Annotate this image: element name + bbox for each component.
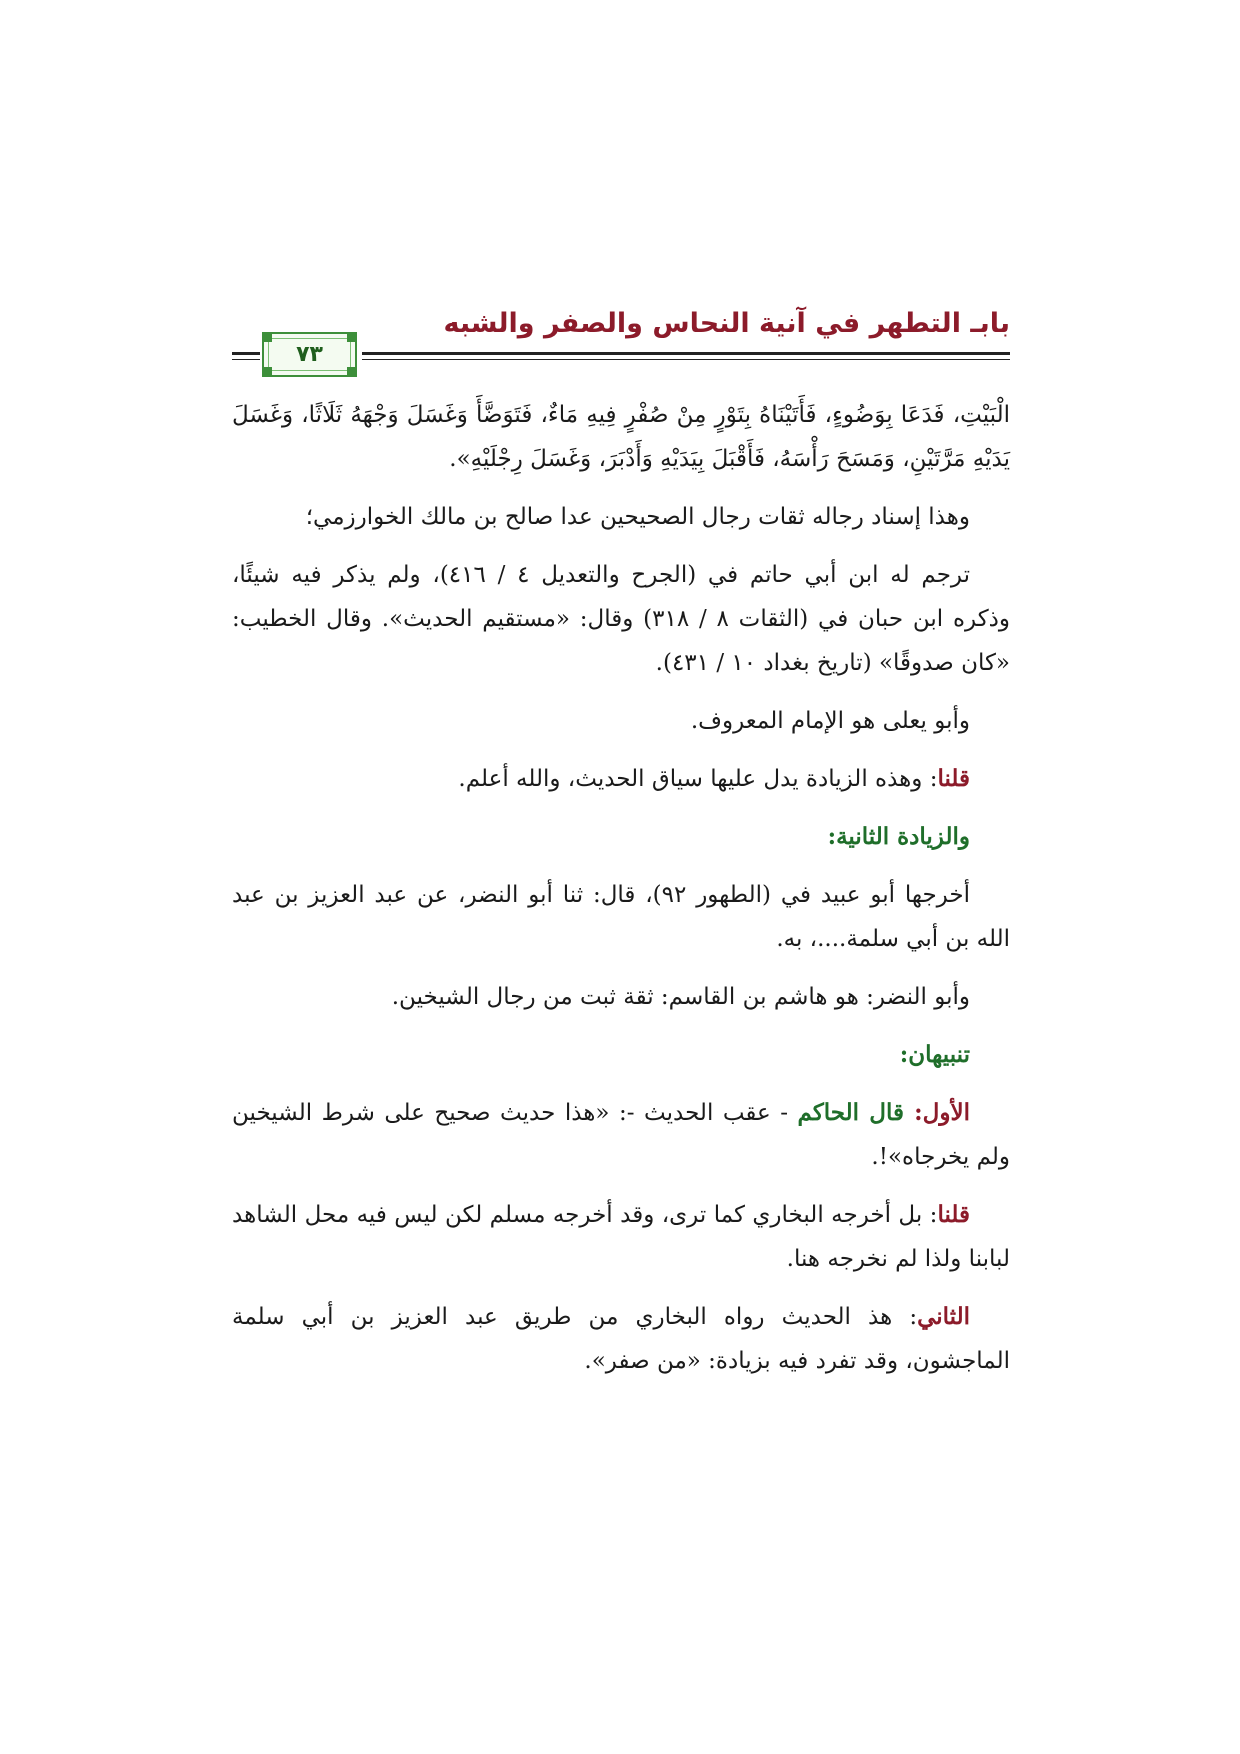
- label-second: الثاني: [917, 1303, 970, 1330]
- label-first: الأول: [922, 1099, 970, 1126]
- header-rule-left-bottom: [232, 359, 260, 360]
- page-header: [232, 304, 1010, 379]
- paragraph-second-note: [232, 1295, 1010, 1383]
- paragraph-qulna-1: [232, 757, 1010, 801]
- label-qulna: قلنا: [937, 765, 970, 792]
- paragraph-first-note: الأول: قال الحاكم - عقب الحديث -: «هذا حديث صحيح على شرط الشيخين ولم يخرجاه»!.: [232, 1099, 1010, 1170]
- subheading-tanbihan: تنبيهان:: [899, 1041, 970, 1068]
- page-number-frame: [262, 332, 357, 377]
- paragraph-text: : بل أخرجه البخاري كما ترى، وقد أخرجه مسلم لكن ليس فيه محل الشاهد لبابنا ولذا لم نخرجه هنا.: [232, 1202, 1010, 1272]
- page-number: ٧٣: [296, 342, 323, 367]
- label-qulna: قلنا: [937, 1201, 970, 1228]
- header-rule-top: [362, 352, 1010, 355]
- subheading-second-addition: والزيادة الثانية:: [827, 823, 970, 850]
- paragraph-tarjama: ترجم له ابن أبي حاتم في (الجرح والتعديل ٤ / ٤١٦)، ولم يذكر فيه شيئًا، وذكره ابن حبان في (الثقات ٨ / ٣١٨) وقال: «مستقيم الحديث». وقال الخطيب: «كان صدوقًا» (تاريخ بغداد ١٠ / ٤٣١).: [232, 562, 1010, 676]
- paragraph-abu-yala: وأبو يعلى هو الإمام المعروف.: [690, 708, 970, 734]
- paragraph-isnad: وهذا إسناد رجاله ثقات رجال الصحيحين عدا صالح بن مالك الخوارزمي؛: [305, 504, 970, 530]
- paragraph-text: : وهذه الزيادة يدل عليها سياق الحديث، والله أعلم.: [458, 766, 938, 792]
- header-rule-bottom: [362, 359, 1010, 360]
- paragraph-abu-nadr: وأبو النضر: هو هاشم بن القاسم: ثقة ثبت من رجال الشيخين.: [391, 984, 970, 1010]
- paragraph-abu-ubayd: أخرجها أبو عبيد في (الطهور ٩٢)، قال: ثنا أبو النضر، عن عبد العزيز بن عبد الله بن أبي سلمة....، به.: [232, 882, 1010, 952]
- page-body: [232, 393, 1010, 1397]
- hadith-text: الْبَيْتِ، فَدَعَا بِوَضُوءٍ، فَأَتَيْنَاهُ بِتَوْرٍ مِنْ صُفْرٍ فِيهِ مَاءٌ، فَتَوَضَّأَ وَغَسَلَ وَجْهَهُ ثَلَاثًا، وَغَسَلَ يَدَيْهِ مَرَّتَيْنِ، وَمَسَحَ رَأْسَهُ، فَأَقْبَلَ بِيَدَيْهِ وَأَدْبَرَ، وَغَسَلَ رِجْلَيْهِ».: [232, 402, 1010, 472]
- chapter-title: بابـ التطهر في آنية النحاس والصفر والشبه: [443, 308, 1010, 339]
- header-rule-left-top: [232, 352, 260, 355]
- paragraph-text: : هذ الحديث رواه البخاري من طريق عبد العزيز بن أبي سلمة الماجشون، وقد تفرد فيه بزيادة: «من صفر».: [232, 1304, 1010, 1374]
- label-qala-alhakim: قال الحاكم: [797, 1099, 904, 1126]
- paragraph-text: - عقب الحديث -: «هذا حديث صحيح على شرط الشيخين ولم يخرجاه»!.: [232, 1100, 1010, 1170]
- paragraph-qulna-2: [232, 1193, 1010, 1281]
